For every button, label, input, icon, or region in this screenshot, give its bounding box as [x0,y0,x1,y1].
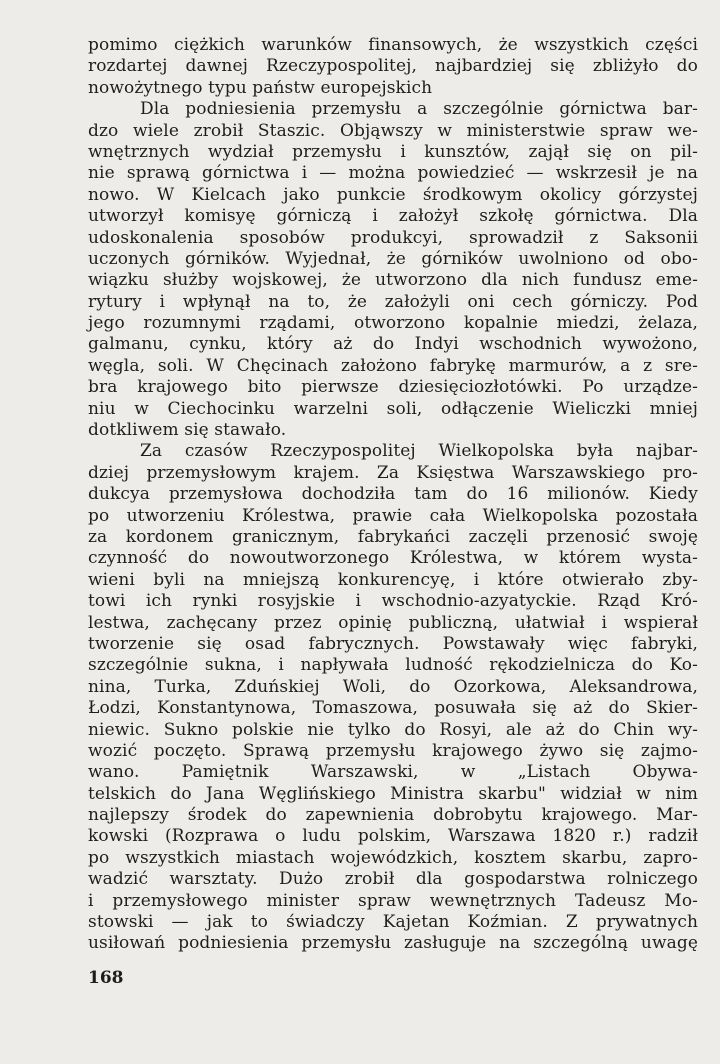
text-line: nie sprawą górnictwa i — można powiedzieć — wskrzesił je na [88,163,698,184]
page-number: 168 [88,968,124,988]
text-line: rozdartej dawnej Rzeczypospolitej, najbardziej się zbliżyło do [88,56,698,77]
text-line: wadzić warsztaty. Dużo zrobił dla gospodarstwa rolniczego [88,869,698,890]
text-line: niewic. Sukno polskie nie tylko do Rosyi, ale aż do Chin wy- [88,719,698,740]
text-line: węgla, soli. W Chęcinach założono fabrykę marmurów, a z sre- [88,355,698,376]
text-line: Łodzi, Konstantynowa, Tomaszowa, posuwała się aż do Skier- [88,698,698,719]
text-line: kowski (Rozprawa o ludu polskim, Warszawa 1820 r.) radził [88,826,698,847]
text-line: po wszystkich miastach wojewódzkich, kosztem skarbu, zapro- [88,847,698,868]
text-line: telskich do Jana Węglińskiego Ministra skarbu" widział w nim [88,783,698,804]
body-text [88,35,698,955]
text-line: pomimo ciężkich warunków finansowych, że wszystkich części [88,35,698,55]
text-line: dziej przemysłowym krajem. Za Księstwa Warszawskiego pro- [88,462,698,483]
text-line: wiązku służby wojskowej, że utworzono dla nich fundusz eme- [88,270,698,291]
text-line: wano. Pamiętnik Warszawski, w „Listach Obywa- [88,762,698,783]
text-line: dukcya przemysłowa dochodziła tam do 16 milionów. Kiedy [88,484,698,505]
text-line: po utworzeniu Królestwa, prawie cała Wielkopolska pozostała [88,505,698,526]
text-line: za kordonem granicznym, fabrykańci zaczęli przenosić swoję [88,526,698,547]
text-line: utworzył komisyę górniczą i założył szkołę górnictwa. Dla [88,206,698,227]
text-line: wieni byli na mniejszą konkurencyę, i które otwierało zby- [88,569,698,590]
text-line: Za czasów Rzeczypospolitej Wielkopolska była najbar- [140,441,698,462]
text-line: niu w Ciechocinku warzelni soli, odłączenie Wieliczki mniej [88,398,698,419]
text-line: dzo wiele zrobił Staszic. Objąwszy w ministerstwie spraw we- [88,120,698,141]
text-line: bra krajowego bito pierwsze dziesięciozłotówki. Po urządze- [88,377,698,398]
text-line: uczonych górników. Wyjednał, że górników uwolniono od obo- [88,248,698,269]
text-line: szczególnie sukna, i napływała ludność rękodzielnicza do Ko- [88,655,698,676]
text-line: lestwa, zachęcany przez opinię publiczną, ułatwiał i wspierał [88,612,698,633]
text-line: towi ich rynki rosyjskie i wschodnio-azyatyckie. Rząd Kró- [88,591,698,612]
text-line: nowożytnego typu państw europejskich [88,77,433,98]
text-line: stowski — jak to świadczy Kajetan Koźmian. Z prywatnych [88,912,698,933]
text-line: usiłowań podniesienia przemysłu zasługuje na szczególną uwagę [88,933,698,954]
text-line: nowo. W Kielcach jako punkcie środkowym okolicy górzystej [88,184,698,205]
text-line: najlepszy środek do zapewnienia dobrobytu krajowego. Mar- [88,805,698,826]
text-line: Dla podniesienia przemysłu a szczególnie górnictwa bar- [140,99,698,120]
text-line: i przemysłowego minister spraw wewnętrznych Tadeusz Mo- [88,890,698,911]
text-line: udoskonalenia sposobów produkcyi, sprowadził z Saksonii [88,227,698,248]
text-line: nina, Turka, Zduńskiej Woli, do Ozorkowa, Aleksandrowa, [88,676,698,697]
text-line: rytury i wpłynął na to, że założyli oni cech górniczy. Pod [88,291,698,312]
text-line: wozić poczęto. Sprawą przemysłu krajowego żywo się zajmo- [88,740,698,761]
text-line: galmanu, cynku, który aż do Indyi wschodnich wywożono, [88,334,698,355]
text-line: wnętrznych wydział przemysłu i kunsztów, zajął się on pil- [88,141,698,162]
text-line: dotkliwem się stawało. [88,420,287,441]
text-line: jego rozumnymi rządami, otworzono kopalnie miedzi, żelaza, [88,313,698,334]
text-line: czynność do nowoutworzonego Królestwa, w którem wysta- [88,548,698,569]
text-line: tworzenie się osad fabrycznych. Powstawały więc fabryki, [88,633,698,654]
